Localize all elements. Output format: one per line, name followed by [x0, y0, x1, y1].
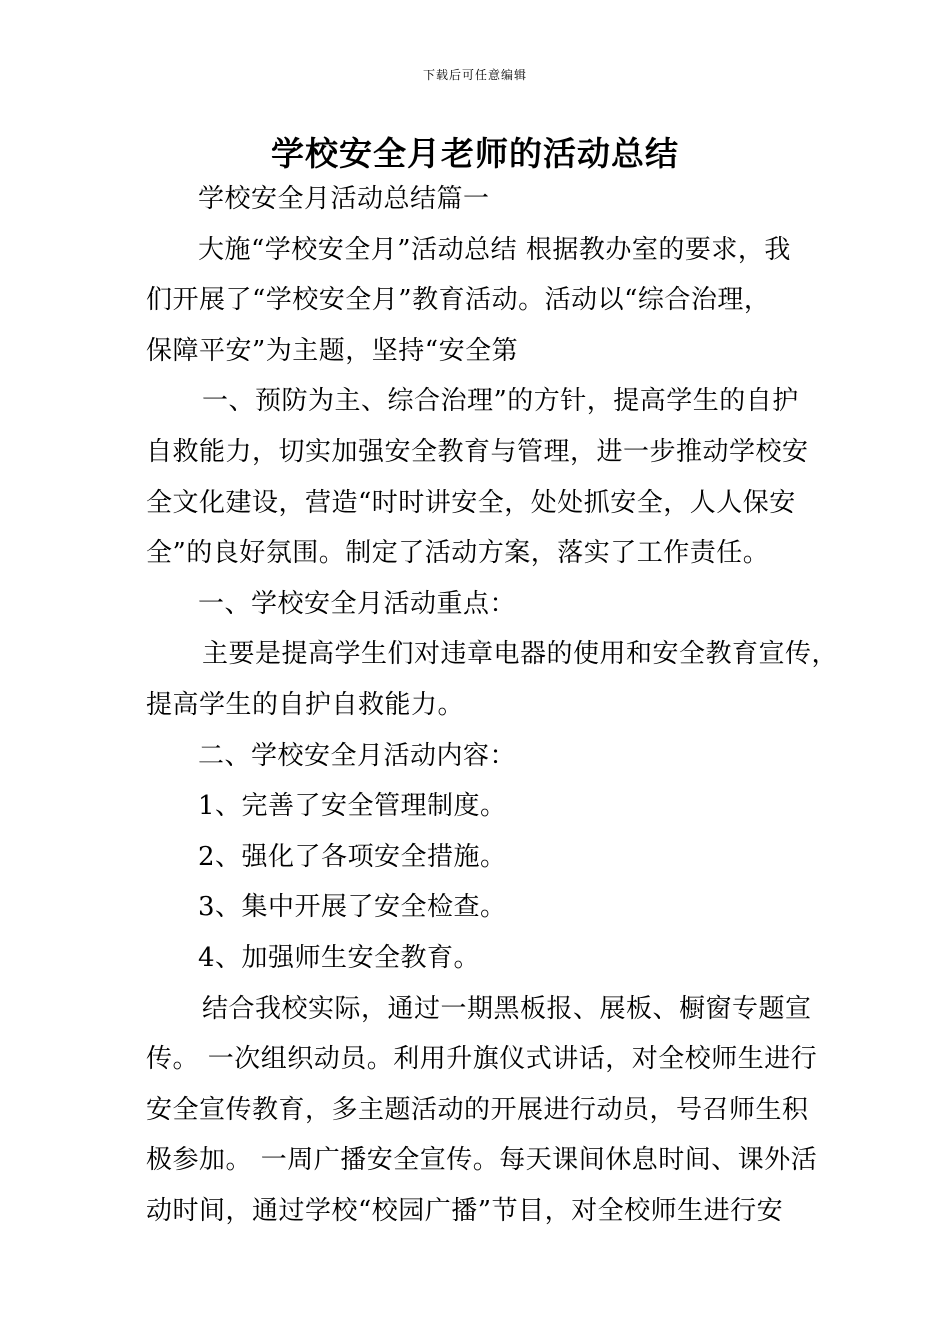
paragraph-line: 极参加。 一周广播安全宣传。每天课间休息时间、课外活 — [146, 1145, 818, 1176]
list-item: 2、强化了各项安全措施。 — [198, 841, 507, 872]
paragraph-line: 全文化建设，营造“时时讲安全，处处抓安全，人人保安 — [146, 487, 796, 518]
paragraph-line: 一、预防为主、综合治理”的方针，提高学生的自护 — [202, 386, 799, 417]
list-item: 4、加强师生安全教育。 — [198, 942, 481, 973]
header-note: 下载后可任意编辑 — [422, 68, 527, 82]
paragraph-line: 大施“学校安全月”活动总结 根据教办室的要求，我 — [198, 234, 791, 265]
paragraph-line: 提高学生的自护自救能力。 — [146, 689, 465, 720]
paragraph-line: 保障平安”为主题，坚持“安全第 — [146, 335, 519, 366]
paragraph-line: 传。 一次组织动员。利用升旗仪式讲话，对全校师生进行 — [146, 1044, 818, 1075]
section-heading: 学校安全月活动总结篇一 — [198, 184, 490, 214]
paragraph-line: 自救能力，切实加强安全教育与管理，进一步推动学校安 — [146, 436, 809, 467]
paragraph-line: 结合我校实际，通过一期黑板报、展板、橱窗专题宣 — [202, 993, 812, 1024]
paragraph-line: 安全宣传教育，多主题活动的开展进行动员，号召师生积 — [146, 1094, 809, 1125]
section-heading: 二、学校安全月活动内容： — [198, 740, 517, 771]
list-item: 3、集中开展了安全检查。 — [198, 892, 507, 923]
paragraph-line: 主要是提高学生们对违章电器的使用和安全教育宣传， — [202, 639, 839, 670]
list-item: 1、完善了安全管理制度。 — [198, 791, 507, 822]
section-heading: 一、学校安全月活动重点： — [198, 588, 517, 619]
document-title: 学校安全月老师的活动总结 — [271, 134, 679, 173]
paragraph-line: 们开展了“学校安全月”教育活动。活动以“综合治理， — [146, 285, 771, 316]
paragraph-line: 全”的良好氛围。制定了活动方案，落实了工作责任。 — [146, 538, 770, 569]
paragraph-line: 动时间，通过学校“校园广播”节目，对全校师生进行安 — [146, 1195, 784, 1226]
document-body — [146, 180, 839, 1242]
